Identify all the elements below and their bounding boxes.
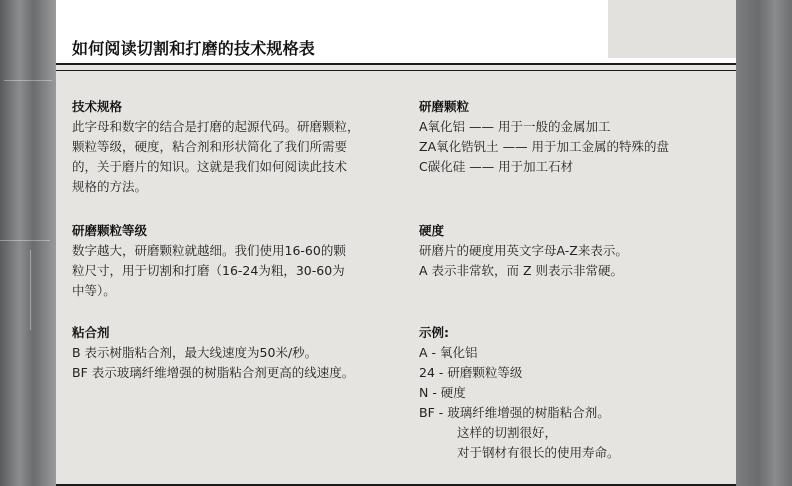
title-rule-thick <box>56 63 736 65</box>
body-line: 研磨片的硬度用英文字母A-Z来表示。 <box>419 243 628 258</box>
section-hardness <box>419 221 628 281</box>
body-line: 中等）。 <box>72 283 116 298</box>
body-line: A 表示非常软，而 Z 则表示非常硬。 <box>419 263 624 278</box>
section-heading: 示例: <box>419 325 449 340</box>
body-line: C碳化硅 —— 用于加工石材 <box>419 159 574 174</box>
body-line: 的，关于磨片的知识。这就是我们如何阅读此技术 <box>72 159 348 174</box>
body-line: BF 表示玻璃纤维增强的树脂粘合剂更高的线速度。 <box>72 365 355 380</box>
body-line: BF - 玻璃纤维增强的树脂粘合剂。 <box>419 405 610 420</box>
section-heading: 研磨颗粒等级 <box>72 223 148 238</box>
title-rule-thin <box>56 70 736 71</box>
section-body <box>419 343 620 463</box>
section-body <box>72 117 360 197</box>
section-bond <box>72 323 354 383</box>
section-heading: 硬度 <box>419 223 445 238</box>
body-line: ZA氧化锆钒土 —— 用于加工金属的特殊的盘 <box>419 139 670 154</box>
body-line: A氧化铝 —— 用于一般的金属加工 <box>419 119 611 134</box>
section-heading: 研磨颗粒 <box>419 99 470 114</box>
section-grit-grade <box>72 221 346 301</box>
section-heading: 技术规格 <box>72 99 123 114</box>
section-body <box>72 343 354 383</box>
body-line: 24 - 研磨颗粒等级 <box>419 365 523 380</box>
section-body <box>72 241 346 301</box>
body-line: N - 硬度 <box>419 385 466 400</box>
body-line: 此字母和数字的结合是打磨的起源代码。研磨颗粒， <box>72 119 360 134</box>
page-title: 如何阅读切割和打磨的技术规格表 <box>72 39 316 58</box>
body-line: 规格的方法。 <box>72 179 148 194</box>
section-tech-spec <box>72 97 360 197</box>
body-line: 颗粒等级，硬度，粘合剂和形状简化了我们所需要 <box>72 139 348 154</box>
body-line: B 表示树脂粘合剂，最大线速度为50米/秒。 <box>72 345 318 360</box>
header-accent-block <box>608 0 736 58</box>
background-concrete-right <box>736 0 792 486</box>
body-line: 粒尺寸，用于切割和打磨（16-24为粗，30-60为 <box>72 263 345 278</box>
section-body <box>419 117 669 177</box>
section-heading: 粘合剂 <box>72 325 110 340</box>
section-example <box>419 323 620 463</box>
background-concrete-left <box>0 0 56 486</box>
body-line: A - 氧化铝 <box>419 345 478 360</box>
body-line-indented: 对于钢材有很长的使用寿命。 <box>457 445 620 460</box>
body-line: 数字越大，研磨颗粒就越细。我们使用16-60的颗 <box>72 243 346 258</box>
info-panel <box>56 0 736 486</box>
body-line-indented: 这样的切割很好， <box>457 425 558 440</box>
section-body <box>419 241 628 281</box>
section-abrasive <box>419 97 669 177</box>
